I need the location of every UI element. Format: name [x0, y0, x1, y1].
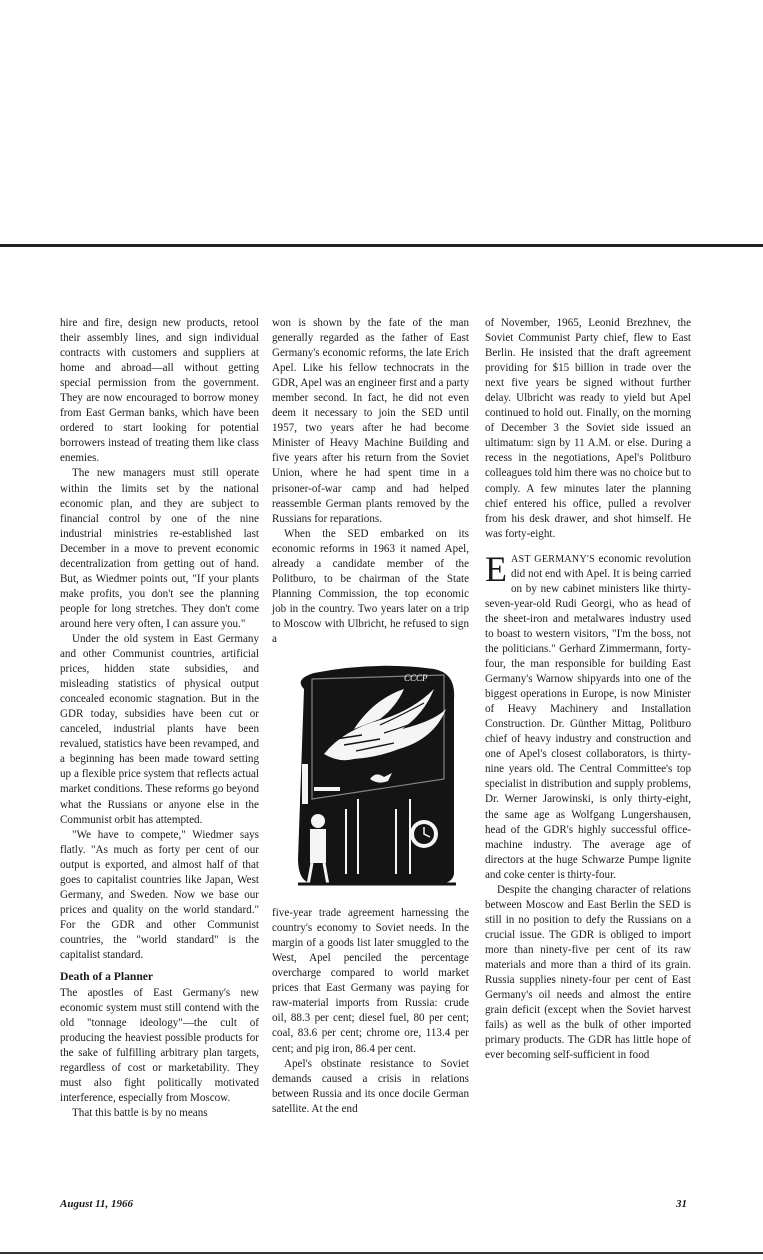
paragraph: The apostles of East Germany's new economic system must still contend with the old "tonnage ideology"—the cult of producing the heaviest possible products for the sake of fulfilling arbitrary plan targets, regardless of cost or marketability. They must also fight politically motivated interference, especially from Moscow.: [60, 987, 259, 1105]
paragraph: hire and fire, design new products, retool their assembly lines, and sign individual contracts with customers and suppliers at home and abroad—all without getting special permission from the government. They are now encouraged to borrow money from East German banks, which have been ordered to start looking for potential borrowers instead of treating them like class enemies.: [60, 317, 259, 465]
lead-in: AST GERMANY'S: [511, 553, 595, 565]
paragraph: Under the old system in East Germany and other Communist countries, artificial prices, hidden state subsidies, and misleading statistics of physical output concealed economic stagnation. But in the GDR today, subsidies have been cut or canceled, industrial plants have been revalued, statistics have been revamped, and a beginning has been made toward setting up a flexible price system that reflects actual market conditions. These reforms go beyond what the Russians or anyone else in the Communist orbit has attempted.: [60, 632, 259, 826]
paragraph: Apel's obstinate resistance to Soviet demands caused a crisis in relations between Russia and its once docile German satellite. At the end: [272, 1057, 469, 1115]
inscription: CCCP: [404, 673, 428, 684]
paragraph: That this battle is by no means: [72, 1107, 208, 1120]
dove-illustration: [284, 659, 460, 891]
paragraph: "We have to compete," Wiedmer says flatly. "As much as forty per cent of our output is exported, and almost half of that goes to capitalist countries like Japan, West Germany, and Sweden. Now we base our prices and quality on the world standard." For the GDR and other Communist countries, the "world standard" is the capitalist standard.: [60, 828, 259, 961]
top-rule: [0, 244, 763, 247]
paragraph-dropcap: [485, 548, 691, 883]
footer-date: August 11, 1966: [60, 1198, 134, 1210]
paragraph: The new managers must still operate within the limits set by the national economic plan, and they are subject to financial control by one of the nine industrial ministries re-established last December in a move to prevent economic decentralization from getting out of hand. But, as Wiedmer points out, "If your plants make profits, you don't see the planning people for long stretches. They don't come around here very often, I can assure you.": [60, 467, 259, 630]
drop-cap: E: [485, 548, 507, 589]
paragraph: five-year trade agreement harnessing the country's economy to Soviet needs. In the margin of a goods list later smuggled to the West, Apel penciled the percentage overcharge compared to world market prices that East Germany was paying for raw-material imports from Russia: crude oil, 88.3 per cent; diesel fuel, 80 per cent; coal, 83.6 per cent; chrome ore, 113.4 per cent; and pig iron, 86.4 per cent.: [272, 907, 469, 1055]
bottom-rule: [0, 1252, 763, 1254]
paragraph: When the SED embarked on its economic reforms in 1963 it named Apel, already a candidate member of the Politburo, to be chairman of the State Planning Commission, the top economic job in the country. Two years later on a trip to Moscow with Ulbricht, he refused to sign a: [272, 527, 469, 645]
paragraph-text: economic revolution did not end with Apel. It is being carried on by new cabinet ministers like thirty-seven-year-old Rudi Georgi, who as head of the sheet-iron and metalwares industry used to boast to western visitors, "I'm the boss, not the politicians." Gerhard Zimmermann, forty-four, the man responsible for building East Germany's Warnow shipyards into one of the biggest operations in Europe, is now Minister of Heavy Machinery and Installation Construction. Dr. Günther Mittag, Politburo chief of heavy industry and construction and one of Apel's closest collaborators, is thirty-nine years old. The Central Committee's top specialist in distribution and supply problems, Dr. Werner Jarowinski, is only thirty-eight, the same age as Wolfgang Lungershausen, head of the GDR's highly successful office-machine industry. The average age of directors at the huge Schwarze Pumpe lignite and coke center is thirty-four.: [485, 552, 691, 881]
column-2: [272, 316, 469, 1117]
page-number: 31: [676, 1198, 687, 1210]
column-3: [485, 316, 691, 1063]
paragraph: of November, 1965, Leonid Brezhnev, the Soviet Communist Party chief, flew to East Berlin. He insisted that the draft agreement providing for $15 billion in trade over the next five years be signed without further delay. Ulbricht was ready to yield but Apel continued to hold out. Finally, on the morning of December 3 the Soviet side issued an ultimatum: sign by 11 A.M. or else. During a recess in the negotiations, Apel's Politburo colleagues told him there was no choice but to comply. A few minutes later the planning chief entered his office, pulled a revolver from his desk drawer, and shot himself. He was forty-eight.: [485, 317, 691, 540]
paragraph: Despite the changing character of relations between Moscow and East Berlin the SED is still in no position to defy the Russians on a crucial issue. The GDR is obliged to import more than ninety-five per cent of its raw materials and more than a third of its grain. Russia supplies ninety-four per cent of East Germany's oil needs and almost the entire grain deficit (except when the Soviet harvest fails) as well as the bulk of other imported primary products. The GDR has little hope of ever becoming self-sufficient in food: [485, 883, 691, 1062]
section-heading: Death of a Planner: [60, 970, 154, 984]
column-1: [60, 316, 259, 1121]
paragraph: won is shown by the fate of the man generally regarded as the father of East Germany's economic reforms, the late Erich Apel. Like his fellow technocrats in the GDR, Apel was an engineer first and a party member second. In fact, he did not even deem it necessary to join the SED until 1957, two years after he had become Minister of Heavy Machine Building and five years after his return from the Soviet Union, where he had spent time in a prisoner-of-war camp and had helped reassemble German plants removed by the Russians for reparations.: [272, 317, 469, 525]
